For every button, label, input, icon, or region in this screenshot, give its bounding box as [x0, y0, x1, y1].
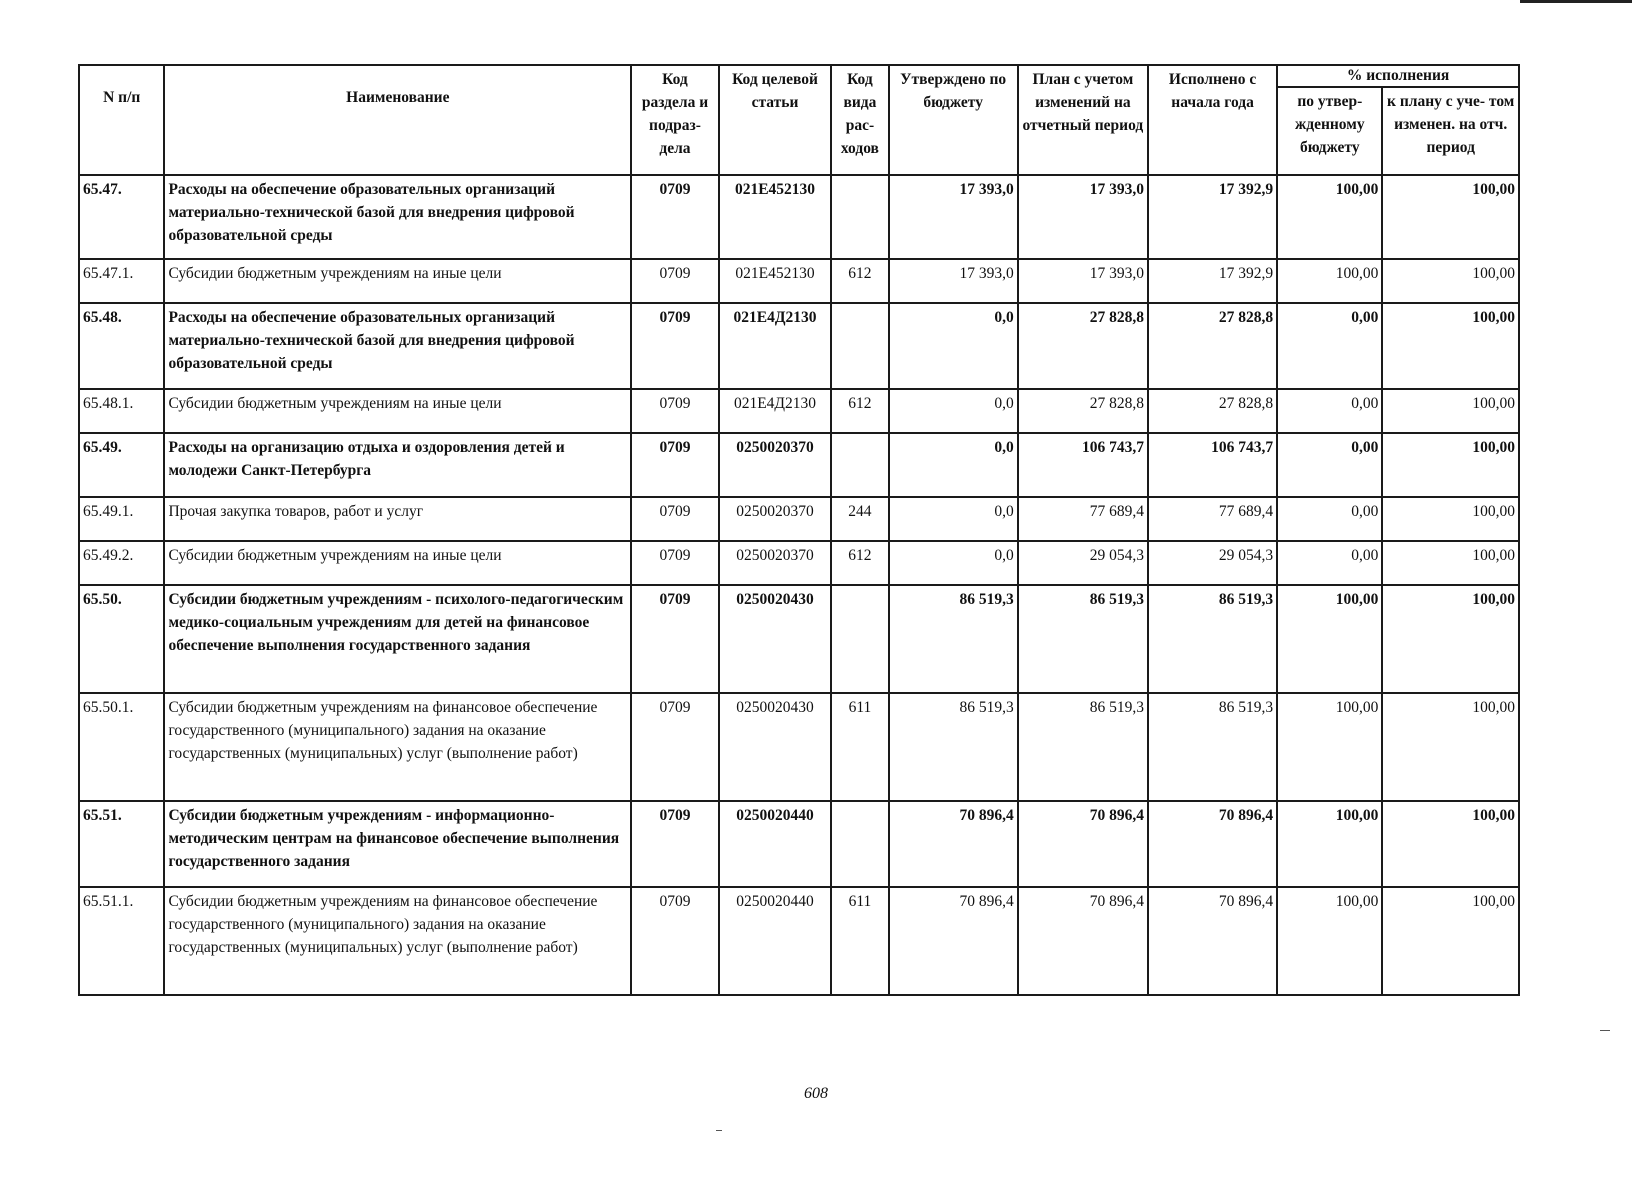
header-executed: Исполнено с начала года	[1148, 65, 1277, 175]
row-plan: 77 689,4	[1018, 497, 1148, 541]
row-executed: 77 689,4	[1148, 497, 1277, 541]
row-approved: 0,0	[889, 541, 1018, 585]
row-kind-code	[831, 175, 888, 259]
top-edge-rule	[1520, 0, 1632, 3]
table-row	[79, 801, 1519, 887]
row-plan: 17 393,0	[1018, 259, 1148, 303]
row-pct-plan: 100,00	[1382, 541, 1519, 585]
page-number: 608	[804, 1085, 828, 1102]
table-row	[79, 433, 1519, 497]
row-index: 65.50.	[79, 585, 164, 693]
row-executed: 70 896,4	[1148, 801, 1277, 887]
row-name: Прочая закупка товаров, работ и услуг	[164, 497, 631, 541]
row-name: Субсидии бюджетным учреждениям - психолого-педагогическим медико-социальным учреждениям для детей на финансовое обеспечение выполнения государственного задания	[164, 585, 631, 693]
table-row	[79, 175, 1519, 259]
row-index: 65.49.2.	[79, 541, 164, 585]
row-kind-code: 612	[831, 259, 888, 303]
row-approved: 0,0	[889, 389, 1018, 433]
row-approved: 0,0	[889, 497, 1018, 541]
row-section-code: 0709	[631, 585, 719, 693]
row-executed: 17 392,9	[1148, 259, 1277, 303]
header-section-code: Код раздела и подраз- дела	[631, 65, 719, 175]
row-pct-budget: 0,00	[1277, 389, 1382, 433]
row-index: 65.49.1.	[79, 497, 164, 541]
row-name: Субсидии бюджетным учреждениям на финансовое обеспечение государственного (муниципального) задания на оказание государственных (муниципальных) услуг (выполнение работ)	[164, 693, 631, 801]
row-kind-code: 612	[831, 389, 888, 433]
row-index: 65.47.	[79, 175, 164, 259]
row-section-code: 0709	[631, 497, 719, 541]
row-plan: 70 896,4	[1018, 887, 1148, 995]
row-index: 65.48.1.	[79, 389, 164, 433]
row-pct-plan: 100,00	[1382, 801, 1519, 887]
row-executed: 17 392,9	[1148, 175, 1277, 259]
row-plan: 27 828,8	[1018, 303, 1148, 389]
row-plan: 17 393,0	[1018, 175, 1148, 259]
row-target-code: 0250020440	[719, 801, 832, 887]
row-pct-budget: 0,00	[1277, 303, 1382, 389]
header-pct-budget: по утвер- жденному бюджету	[1277, 87, 1382, 175]
row-pct-budget: 100,00	[1277, 585, 1382, 693]
row-target-code: 021Е4Д2130	[719, 389, 832, 433]
row-executed: 86 519,3	[1148, 585, 1277, 693]
table-row	[79, 693, 1519, 801]
row-kind-code: 612	[831, 541, 888, 585]
row-pct-budget: 100,00	[1277, 175, 1382, 259]
row-plan: 29 054,3	[1018, 541, 1148, 585]
row-kind-code: 611	[831, 693, 888, 801]
header-name: Наименование	[164, 65, 631, 175]
scan-mark	[716, 1130, 722, 1131]
row-target-code: 0250020370	[719, 541, 832, 585]
header-approved: Утверждено по бюджету	[889, 65, 1018, 175]
row-section-code: 0709	[631, 303, 719, 389]
row-approved: 86 519,3	[889, 693, 1018, 801]
row-kind-code	[831, 585, 888, 693]
row-pct-plan: 100,00	[1382, 585, 1519, 693]
row-approved: 86 519,3	[889, 585, 1018, 693]
header-percent-group: % исполнения	[1277, 65, 1519, 87]
row-pct-plan: 100,00	[1382, 259, 1519, 303]
row-approved: 70 896,4	[889, 801, 1018, 887]
row-index: 65.47.1.	[79, 259, 164, 303]
header-plan: План с учетом изменений на отчетный период	[1018, 65, 1148, 175]
row-name: Субсидии бюджетным учреждениям на финансовое обеспечение государственного (муниципального) задания на оказание государственных (муниципальных) услуг (выполнение работ)	[164, 887, 631, 995]
table-row	[79, 259, 1519, 303]
table-header	[79, 65, 1519, 175]
row-executed: 106 743,7	[1148, 433, 1277, 497]
row-executed: 70 896,4	[1148, 887, 1277, 995]
row-index: 65.49.	[79, 433, 164, 497]
row-kind-code: 244	[831, 497, 888, 541]
row-pct-budget: 100,00	[1277, 693, 1382, 801]
row-plan: 70 896,4	[1018, 801, 1148, 887]
table-row	[79, 497, 1519, 541]
row-executed: 27 828,8	[1148, 389, 1277, 433]
row-pct-budget: 100,00	[1277, 801, 1382, 887]
row-section-code: 0709	[631, 801, 719, 887]
row-name: Расходы на обеспечение образовательных организаций материально-технической базой для внедрения цифровой образовательной среды	[164, 175, 631, 259]
row-section-code: 0709	[631, 259, 719, 303]
row-approved: 0,0	[889, 433, 1018, 497]
row-name: Субсидии бюджетным учреждениям на иные цели	[164, 389, 631, 433]
margin-mark	[1600, 1030, 1610, 1031]
table-row	[79, 389, 1519, 433]
row-target-code: 021Е4Д2130	[719, 303, 832, 389]
row-target-code: 021Е452130	[719, 175, 832, 259]
row-plan: 106 743,7	[1018, 433, 1148, 497]
row-index: 65.51.	[79, 801, 164, 887]
row-kind-code: 611	[831, 887, 888, 995]
row-target-code: 0250020370	[719, 433, 832, 497]
row-pct-plan: 100,00	[1382, 433, 1519, 497]
row-kind-code	[831, 433, 888, 497]
row-executed: 86 519,3	[1148, 693, 1277, 801]
row-plan: 86 519,3	[1018, 585, 1148, 693]
row-section-code: 0709	[631, 433, 719, 497]
row-approved: 17 393,0	[889, 175, 1018, 259]
header-target-code: Код целевой статьи	[719, 65, 832, 175]
row-pct-budget: 100,00	[1277, 887, 1382, 995]
table-row	[79, 303, 1519, 389]
table-body	[79, 175, 1519, 995]
row-executed: 29 054,3	[1148, 541, 1277, 585]
table-row	[79, 541, 1519, 585]
row-kind-code	[831, 303, 888, 389]
budget-execution-table	[78, 64, 1520, 996]
row-pct-budget: 0,00	[1277, 541, 1382, 585]
row-pct-plan: 100,00	[1382, 389, 1519, 433]
header-kind-code: Код вида рас- ходов	[831, 65, 888, 175]
row-name: Субсидии бюджетным учреждениям на иные цели	[164, 541, 631, 585]
row-pct-plan: 100,00	[1382, 175, 1519, 259]
row-index: 65.51.1.	[79, 887, 164, 995]
row-section-code: 0709	[631, 389, 719, 433]
row-target-code: 0250020370	[719, 497, 832, 541]
table-row	[79, 585, 1519, 693]
row-pct-budget: 0,00	[1277, 497, 1382, 541]
row-kind-code	[831, 801, 888, 887]
row-approved: 17 393,0	[889, 259, 1018, 303]
row-section-code: 0709	[631, 693, 719, 801]
row-section-code: 0709	[631, 887, 719, 995]
row-target-code: 0250020440	[719, 887, 832, 995]
row-approved: 0,0	[889, 303, 1018, 389]
header-pct-plan: к плану с уче- том изменен. на отч. период	[1382, 87, 1519, 175]
row-target-code: 0250020430	[719, 693, 832, 801]
row-name: Расходы на обеспечение образовательных организаций материально-технической базой для внедрения цифровой образовательной среды	[164, 303, 631, 389]
row-pct-plan: 100,00	[1382, 887, 1519, 995]
table-row	[79, 887, 1519, 995]
row-name: Расходы на организацию отдыха и оздоровления детей и молодежи Санкт-Петербурга	[164, 433, 631, 497]
row-pct-plan: 100,00	[1382, 693, 1519, 801]
row-index: 65.50.1.	[79, 693, 164, 801]
row-plan: 86 519,3	[1018, 693, 1148, 801]
row-executed: 27 828,8	[1148, 303, 1277, 389]
row-pct-budget: 100,00	[1277, 259, 1382, 303]
row-pct-plan: 100,00	[1382, 303, 1519, 389]
row-plan: 27 828,8	[1018, 389, 1148, 433]
row-pct-budget: 0,00	[1277, 433, 1382, 497]
row-index: 65.48.	[79, 303, 164, 389]
row-pct-plan: 100,00	[1382, 497, 1519, 541]
row-target-code: 021Е452130	[719, 259, 832, 303]
row-section-code: 0709	[631, 175, 719, 259]
header-index: N п/п	[79, 65, 164, 175]
row-approved: 70 896,4	[889, 887, 1018, 995]
row-target-code: 0250020430	[719, 585, 832, 693]
row-section-code: 0709	[631, 541, 719, 585]
row-name: Субсидии бюджетным учреждениям на иные цели	[164, 259, 631, 303]
row-name: Субсидии бюджетным учреждениям - информационно-методическим центрам на финансовое обеспечение выполнения государственного задания	[164, 801, 631, 887]
